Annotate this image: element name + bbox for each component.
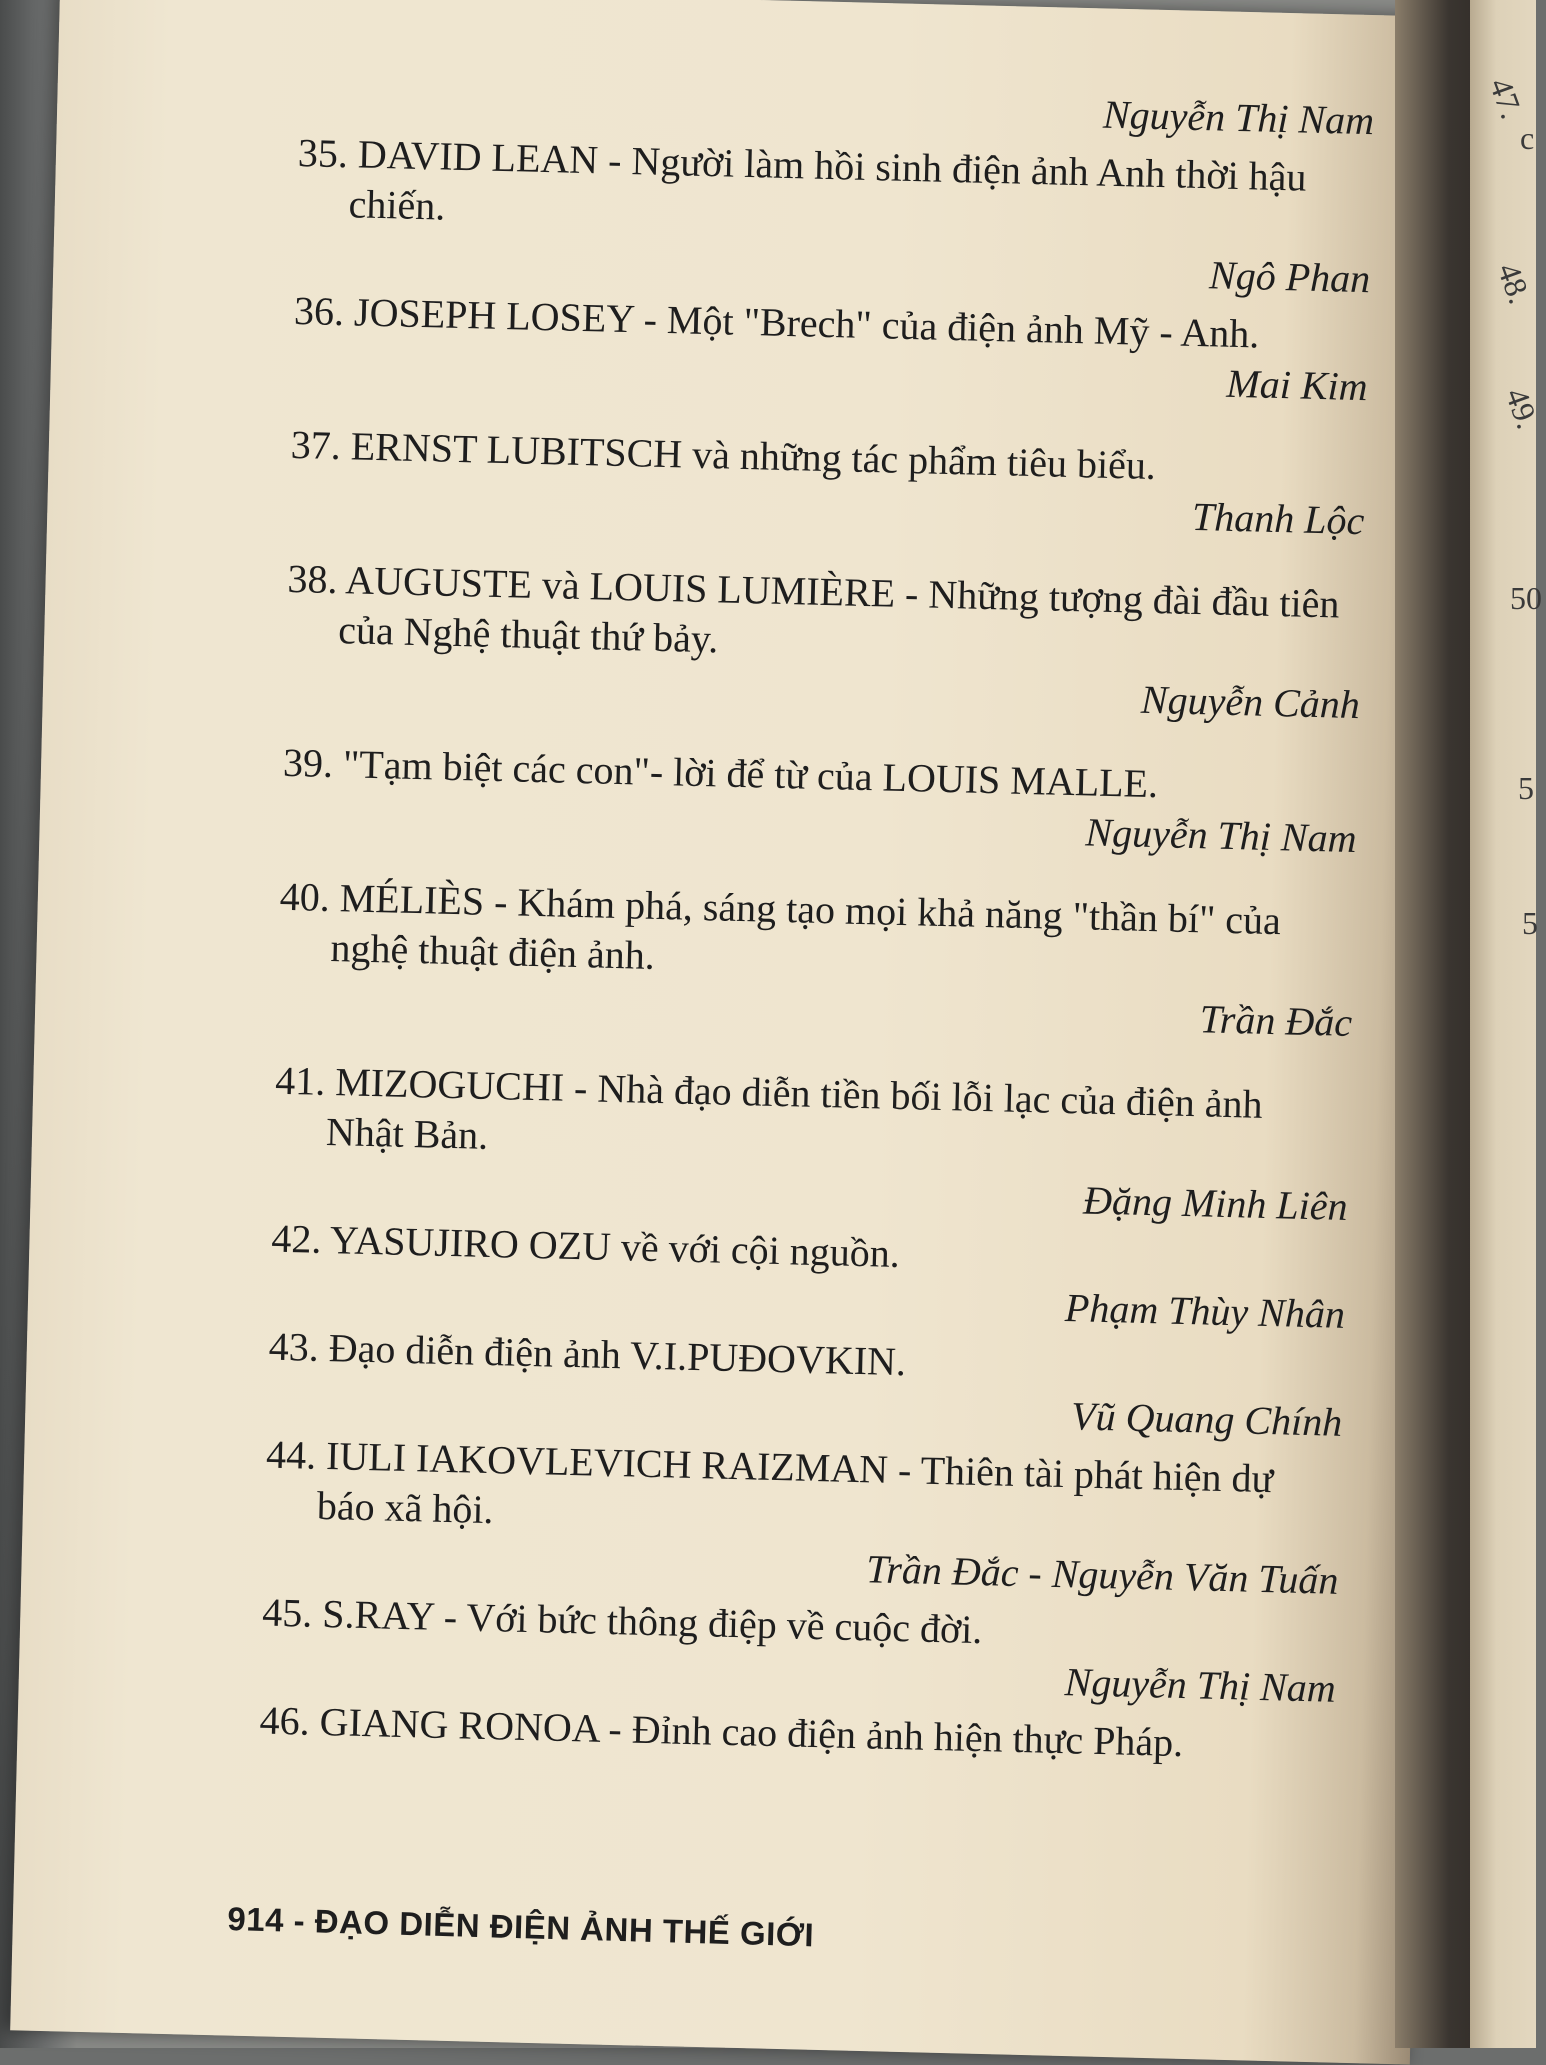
entry-number: 40. [279,873,331,920]
next-page-number: 48. [1490,258,1539,309]
next-page-number: 5 [1518,770,1534,806]
page-footer: 914 - ĐẠO DIỄN ĐIỆN ẢNH THẾ GIỚI [226,1900,815,1954]
entry-author: Thanh Lộc [1191,493,1365,544]
entry-author: Trần Đắc [1199,996,1353,1045]
entry-number: 37. [290,421,342,469]
entry-number: 38. [287,555,339,603]
entry-number: 46. [259,1697,311,1744]
entry-author: Phạm Thùy Nhân [1064,1285,1346,1337]
entry-number: 44. [265,1431,317,1478]
next-page-number: 5 [1522,905,1538,941]
entry-number: 39. [282,739,334,787]
entry-author: Ngô Phan [1208,252,1371,302]
entry-number: 36. [293,287,345,335]
entry-author: Đặng Minh Liên [1082,1177,1349,1229]
entry-title: GIANG RONOA - Đỉnh cao điện ảnh hiện thực Pháp. [319,1698,1184,1766]
next-page-letter: c [1520,120,1535,156]
entry-number: 43. [268,1323,320,1370]
entry-title: Đạo diễn điện ảnh V.I.PUĐOVKIN. [328,1325,907,1385]
entry-number: 42. [270,1215,322,1262]
entry-number: 35. [297,129,349,177]
next-page-number: 49. [1498,383,1546,434]
entry-title: ERNST LUBITSCH và những tác phẩm tiêu biểu. [350,423,1157,489]
entry-title: S.RAY - Với bức thông điệp về cuộc đời. [321,1591,983,1653]
entry-author: Trần Đắc - Nguyễn Văn Tuấn [865,1546,1339,1603]
entry-number: 45. [261,1589,313,1636]
entry-author: Nguyễn Thị Nam [1084,809,1358,862]
entry-title: MÉLIÈS - Khám phá, sáng tạo mọi khả năng "thần bí" của nghệ thuật điện ảnh. [330,875,1282,978]
entry-number: 41. [274,1057,326,1104]
entry-title: AUGUSTE và LOUIS LUMIÈRE - Những tượng đài đầu tiên của Nghệ thuật thứ bảy. [337,557,1340,662]
entry-title: IULI IAKOVLEVICH RAIZMAN - Thiên tài phát hiện dự báo xã hội. [316,1433,1274,1533]
entry-title: DAVID LEAN - Người làm hồi sinh điện ảnh Anh thời hậu chiến. [348,131,1307,229]
entry-author: Vũ Quang Chính [1070,1393,1343,1445]
table-of-contents [259,70,1375,1772]
entry-title: JOSEPH LOSEY - Một "Brech" của điện ảnh Mỹ - Anh. [353,289,1260,357]
entry-author: Nguyễn Thị Nam [1064,1659,1337,1711]
entry-title: "Tạm biệt các con"- lời để từ của LOUIS MALLE. [342,741,1159,807]
entry-title: YASUJIRO OZU về với cội nguồn. [329,1217,901,1277]
next-page-number: 47. [1482,73,1531,124]
entry-author: Nguyễn Thị Nam [1102,91,1375,144]
entry-author: Nguyễn Cảnh [1140,676,1361,728]
entry-author: Mai Kim [1225,360,1369,410]
entry-title: MIZOGUCHI - Nhà đạo diễn tiền bối lỗi lạc của điện ảnh Nhật Bản. [325,1059,1264,1158]
next-page-number: 50 [1510,580,1542,616]
